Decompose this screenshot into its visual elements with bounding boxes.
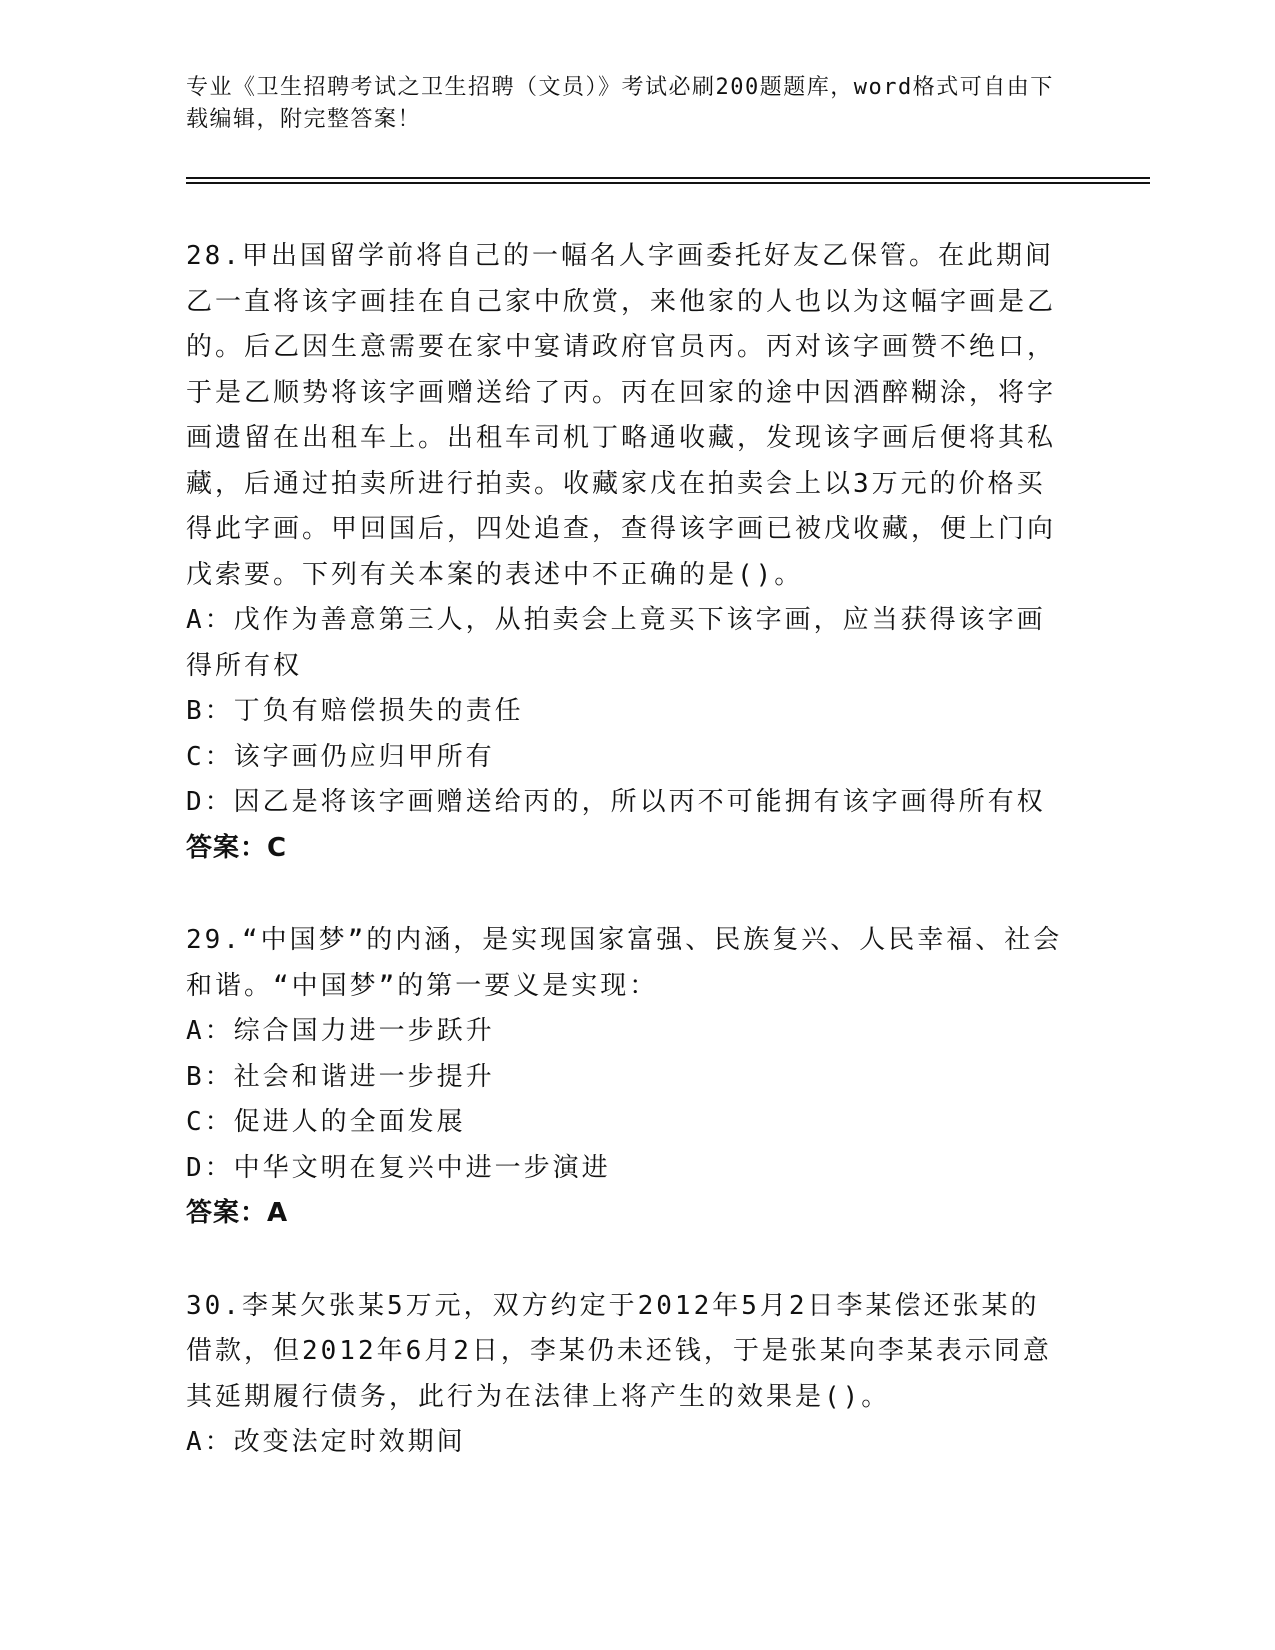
option-a: A：改变法定时效期间 xyxy=(186,1427,466,1457)
option-b: B：社会和谐进一步提升 xyxy=(186,1061,495,1092)
question-30 xyxy=(186,1284,1066,1466)
option-d: D：中华文明在复兴中进一步演进 xyxy=(186,1152,611,1183)
answer: 答案：C xyxy=(186,832,288,863)
option-a: A：戊作为善意第三人，从拍卖会上竟买下该字画，应当获得该字画得所有权 xyxy=(186,605,1046,681)
answer: 答案：A xyxy=(186,1198,289,1228)
document-header: 专业《卫生招聘考试之卫生招聘（文员）》考试必刷200题题库，word格式可自由下载编辑，附完整答案！ xyxy=(186,75,1054,132)
option-c: C：促进人的全面发展 xyxy=(186,1107,466,1137)
question-28 xyxy=(186,234,1066,871)
question-stem: 28.甲出国留学前将自己的一幅名人字画委托好友乙保管。在此期间乙一直将该字画挂在自己家中欣赏，来他家的人也以为这幅字画是乙的。后乙因生意需要在家中宴请政府官员丙。丙对该字画赞不绝口，于是乙顺势将该字画赠送给了丙。丙在回家的途中因酒醉糊涂，将字画遗留在出租车上。出租车司机丁略通收藏，发现该字画后便将其私藏，后通过拍卖所进行拍卖。收藏家戊在拍卖会上以3万元的价格买得此字画。甲回国后，四处追查，查得该字画已被戊收藏，便上门向戊索要。下列有关本案的表述中不正确的是()。 xyxy=(186,241,1057,590)
option-d: D：因乙是将该字画赠送给丙的，所以丙不可能拥有该字画得所有权 xyxy=(186,787,1046,817)
option-a: A：综合国力进一步跃升 xyxy=(186,1016,495,1046)
header-rule-top xyxy=(186,177,1150,179)
question-stem: 30.李某欠张某5万元，双方约定于2012年5月2日李某偿还张某的借款，但2012年6月2日，李某仍未还钱，于是张某向李某表示同意其延期履行债务，此行为在法律上将产生的效果是()。 xyxy=(186,1290,1052,1412)
option-b: B：丁负有赔偿损失的责任 xyxy=(186,696,524,726)
header-rule-bottom xyxy=(186,182,1150,184)
option-c: C：该字画仍应归甲所有 xyxy=(186,741,495,772)
question-29 xyxy=(186,918,1066,1237)
question-stem: 29.“中国梦”的内涵，是实现国家富强、民族复兴、人民幸福、社会和谐。“中国梦”的第一要义是实现： xyxy=(186,925,1063,1001)
question-list xyxy=(186,234,1066,1513)
